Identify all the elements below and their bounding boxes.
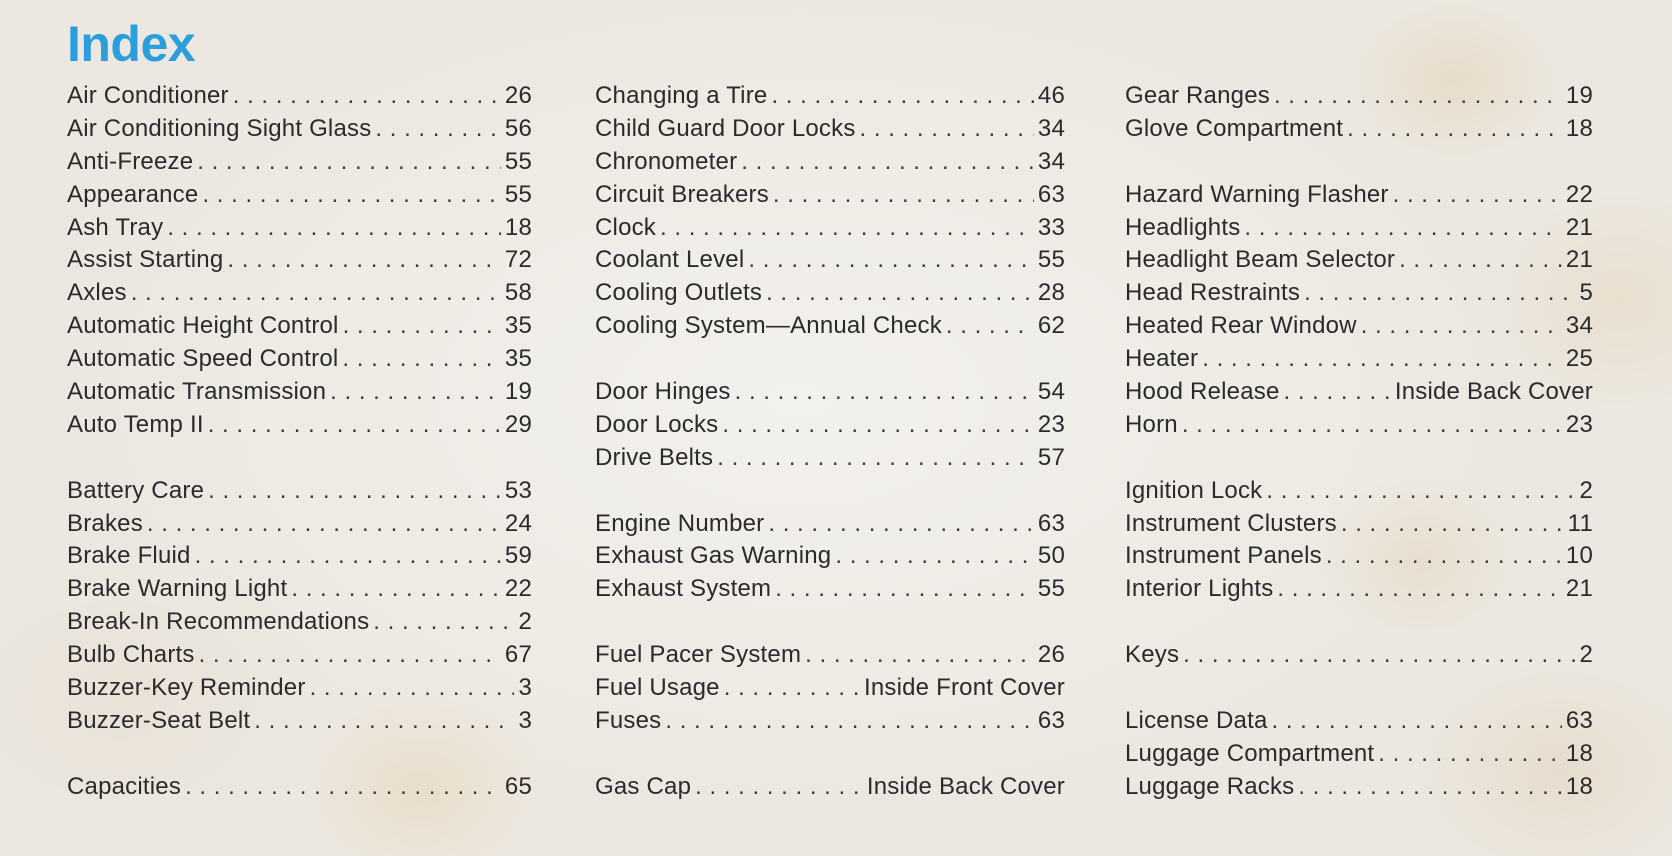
- index-entry: [1125, 179, 1593, 212]
- index-entry-page: 63: [1037, 180, 1065, 208]
- index-entry: [67, 475, 532, 508]
- page-title: Index: [67, 16, 196, 72]
- index-entry: [595, 277, 1065, 310]
- index-entry-page: 10: [1565, 542, 1593, 570]
- index-entry-page: 53: [504, 476, 532, 504]
- index-entry-term: Gear Ranges: [1125, 82, 1270, 109]
- index-entry-page: 19: [504, 378, 532, 406]
- index-spacer: [595, 738, 1065, 771]
- index-entry: [1125, 475, 1593, 508]
- index-entry: [67, 705, 532, 738]
- index-entry: [595, 244, 1065, 277]
- index-entry: [1125, 573, 1593, 606]
- index-entry-page: 25: [1565, 345, 1593, 373]
- index-entry: [595, 771, 1065, 804]
- dot-leader: [1298, 771, 1562, 804]
- index-entry-page: 56: [504, 114, 532, 142]
- index-entry-page: 29: [504, 410, 532, 438]
- index-entry-term: Instrument Clusters: [1125, 509, 1337, 537]
- index-entry-term: Headlight Beam Selector: [1125, 246, 1396, 274]
- index-entry-term: Ignition Lock: [1125, 476, 1263, 504]
- index-entry: [595, 409, 1065, 442]
- index-spacer: [1125, 146, 1593, 179]
- index-entry: [67, 343, 532, 376]
- dot-leader: [665, 705, 1034, 738]
- dot-leader: [748, 244, 1034, 277]
- index-entry: [67, 244, 532, 277]
- dot-leader: [1182, 409, 1562, 442]
- dot-leader: [1274, 80, 1562, 113]
- index-entry-term: Fuel Usage: [595, 674, 720, 702]
- index-entry: [1125, 277, 1593, 310]
- index-entry-page: 72: [504, 246, 532, 274]
- index-entry-term: License Data: [1125, 706, 1268, 734]
- index-entry: [595, 573, 1065, 606]
- dot-leader: [185, 771, 501, 804]
- dot-leader: [946, 310, 1034, 343]
- dot-leader: [1393, 179, 1562, 212]
- index-entry-term: Circuit Breakers: [595, 180, 769, 208]
- index-entry-term: Horn: [1125, 410, 1178, 438]
- dot-leader: [805, 639, 1034, 672]
- index-entry-term: Exhaust Gas Warning: [595, 542, 832, 570]
- index-entry-term: Fuel Pacer System: [595, 641, 802, 669]
- index-entry-page: Inside Back Cover: [866, 772, 1065, 800]
- index-entry-page: 28: [1037, 279, 1065, 307]
- index-entry-page: 67: [504, 641, 532, 669]
- dot-leader: [147, 508, 501, 541]
- index-spacer: [595, 475, 1065, 508]
- dot-leader: [766, 277, 1034, 310]
- index-entry-page: 3: [518, 706, 532, 734]
- index-entry: [1125, 771, 1593, 804]
- index-entry-page: 50: [1037, 542, 1065, 570]
- dot-leader: [1341, 508, 1564, 541]
- index-entry-term: Door Hinges: [595, 378, 731, 406]
- dot-leader: [208, 409, 501, 442]
- dot-leader: [197, 146, 501, 179]
- index-entry: [67, 409, 532, 442]
- index-entry: [67, 771, 532, 804]
- index-entry-page: 33: [1037, 213, 1065, 241]
- index-entry-page: 3: [518, 674, 532, 702]
- index-entry-page: 2: [1579, 641, 1593, 669]
- index-entry-term: Brakes: [67, 509, 143, 537]
- dot-leader: [167, 212, 501, 245]
- index-entry: [595, 310, 1065, 343]
- index-entry-page: 62: [1037, 312, 1065, 340]
- index-entry-page: 23: [1037, 410, 1065, 438]
- index-entry-term: Gas Cap: [595, 772, 692, 800]
- index-entry-page: 46: [1037, 82, 1065, 109]
- index-entry: [67, 508, 532, 541]
- index-entry-page: 63: [1565, 706, 1593, 734]
- index-entry-term: Brake Fluid: [67, 542, 191, 570]
- index-entry-page: 24: [504, 509, 532, 537]
- dot-leader: [724, 672, 860, 705]
- index-entry-term: Capacities: [67, 772, 182, 800]
- index-entry-term: Head Restraints: [1125, 279, 1301, 307]
- index-entry: [1125, 508, 1593, 541]
- index-entry-term: Door Locks: [595, 410, 719, 438]
- dot-leader: [233, 80, 501, 113]
- dot-leader: [1266, 475, 1575, 508]
- dot-leader: [208, 475, 501, 508]
- dot-leader: [1399, 244, 1562, 277]
- index-entry: [595, 146, 1065, 179]
- dot-leader: [1272, 705, 1562, 738]
- index-entry-term: Buzzer-Seat Belt: [67, 706, 251, 734]
- index-entry: [1125, 212, 1593, 245]
- dot-leader: [199, 639, 501, 672]
- index-spacer: [1125, 672, 1593, 705]
- index-entry-term: Heated Rear Window: [1125, 312, 1357, 340]
- index-entry-page: 65: [504, 772, 532, 800]
- dot-leader: [254, 705, 514, 738]
- index-entry-term: Ash Tray: [67, 213, 164, 241]
- dot-leader: [695, 771, 863, 804]
- index-entry-page: 63: [1037, 706, 1065, 734]
- index-entry-page: 22: [504, 575, 532, 603]
- index-entry-term: Chronometer: [595, 147, 738, 175]
- dot-leader: [202, 179, 500, 212]
- index-entry: [1125, 80, 1593, 113]
- dot-leader: [1183, 639, 1575, 672]
- index-entry-term: Automatic Transmission: [67, 378, 327, 406]
- index-spacer: [67, 738, 532, 771]
- index-entry: [595, 639, 1065, 672]
- index-entry: [67, 606, 532, 639]
- index-entry-term: Appearance: [67, 180, 199, 208]
- index-entry: [67, 376, 532, 409]
- dot-leader: [1277, 573, 1561, 606]
- index-entry-page: 19: [1565, 82, 1593, 109]
- dot-leader: [330, 376, 501, 409]
- dot-leader: [1361, 310, 1562, 343]
- index-entry: [67, 80, 532, 113]
- index-entry-term: Buzzer-Key Reminder: [67, 674, 306, 702]
- index-entry-page: 23: [1565, 410, 1593, 438]
- index-entry-term: Automatic Speed Control: [67, 345, 339, 373]
- dot-leader: [773, 179, 1034, 212]
- index-entry: [67, 113, 532, 146]
- dot-leader: [1304, 277, 1575, 310]
- index-entry-page: 2: [1579, 476, 1593, 504]
- index-entry: [67, 540, 532, 573]
- dot-leader: [660, 212, 1034, 245]
- index-entry: [1125, 376, 1593, 409]
- dot-leader: [310, 672, 515, 705]
- index-entry-term: Auto Temp II: [67, 410, 204, 438]
- index-entry-term: Automatic Height Control: [67, 312, 339, 340]
- index-entry-page: 26: [504, 82, 532, 109]
- index-entry-page: 55: [504, 180, 532, 208]
- dot-leader: [1284, 376, 1391, 409]
- index-entry-page: 22: [1565, 180, 1593, 208]
- dot-leader: [342, 343, 500, 376]
- index-entry: [595, 80, 1065, 113]
- index-entry-term: Hood Release: [1125, 378, 1280, 406]
- dot-leader: [735, 376, 1034, 409]
- index-entry-term: Child Guard Door Locks: [595, 114, 856, 142]
- index-entry-page: 21: [1565, 246, 1593, 274]
- index-entry-term: Axles: [67, 279, 127, 307]
- index-entry-page: 5: [1579, 279, 1593, 307]
- index-entry: [595, 113, 1065, 146]
- index-column-3: [1125, 80, 1593, 804]
- index-entry: [67, 277, 532, 310]
- index-entry: [1125, 113, 1593, 146]
- index-entry-page: 58: [504, 279, 532, 307]
- index-entry: [1125, 244, 1593, 277]
- dot-leader: [1326, 540, 1562, 573]
- index-entry-page: 18: [1565, 772, 1593, 800]
- index-entry: [67, 573, 532, 606]
- index-entry-term: Drive Belts: [595, 443, 714, 471]
- index-spacer: [1125, 442, 1593, 475]
- index-entry: [595, 376, 1065, 409]
- index-entry-page: 63: [1037, 509, 1065, 537]
- index-entry-page: 35: [504, 312, 532, 340]
- index-entry-term: Fuses: [595, 706, 662, 734]
- index-entry-term: Break-In Recommendations: [67, 608, 370, 636]
- index-entry-term: Assist Starting: [67, 246, 224, 274]
- index-entry: [595, 179, 1065, 212]
- index-column-1: [67, 80, 532, 804]
- index-entry: [67, 310, 532, 343]
- index-spacer: [1125, 606, 1593, 639]
- index-entry-term: Brake Warning Light: [67, 575, 288, 603]
- index-entry: [1125, 310, 1593, 343]
- index-entry-term: Bulb Charts: [67, 641, 195, 669]
- index-spacer: [67, 442, 532, 475]
- index-entry-page: 57: [1037, 443, 1065, 471]
- index-entry-page: 55: [504, 147, 532, 175]
- index-entry-term: Engine Number: [595, 509, 765, 537]
- dot-leader: [768, 508, 1034, 541]
- index-entry: [1125, 409, 1593, 442]
- index-entry-term: Changing a Tire: [595, 82, 768, 109]
- dot-leader: [860, 113, 1034, 146]
- dot-leader: [1244, 212, 1561, 245]
- index-entry-page: Inside Back Cover: [1394, 378, 1593, 406]
- index-entry: [67, 212, 532, 245]
- dot-leader: [375, 113, 500, 146]
- index-entry-term: Headlights: [1125, 213, 1241, 241]
- index-entry: [595, 508, 1065, 541]
- dot-leader: [771, 80, 1033, 113]
- dot-leader: [1202, 343, 1562, 376]
- index-entry-page: 55: [1037, 575, 1065, 603]
- index-entry: [1125, 343, 1593, 376]
- index-entry-page: 35: [504, 345, 532, 373]
- index-entry: [595, 705, 1065, 738]
- index-entry-page: 59: [504, 542, 532, 570]
- index-entry-term: Cooling System—Annual Check: [595, 312, 942, 340]
- index-entry-term: Instrument Panels: [1125, 542, 1322, 570]
- index-entry-page: 2: [518, 608, 532, 636]
- index-entry: [67, 672, 532, 705]
- index-entry-term: Air Conditioner: [67, 82, 229, 109]
- index-entry-page: 18: [1565, 739, 1593, 767]
- index-entry-page: 34: [1565, 312, 1593, 340]
- index-entry-term: Luggage Compartment: [1125, 739, 1375, 767]
- index-entry-page: 11: [1567, 509, 1593, 537]
- index-entry: [1125, 540, 1593, 573]
- index-entry-page: 34: [1037, 114, 1065, 142]
- index-entry-term: Exhaust System: [595, 575, 772, 603]
- index-entry-term: Cooling Outlets: [595, 279, 763, 307]
- index-entry-term: Keys: [1125, 641, 1180, 669]
- index-entry: [595, 442, 1065, 475]
- dot-leader: [373, 606, 514, 639]
- index-entry-term: Anti-Freeze: [67, 147, 194, 175]
- index-entry-term: Glove Compartment: [1125, 114, 1344, 142]
- dot-leader: [1347, 113, 1562, 146]
- index-entry-page: 21: [1565, 575, 1593, 603]
- index-entry: [1125, 705, 1593, 738]
- dot-leader: [343, 310, 501, 343]
- index-entry-page: Inside Front Cover: [863, 674, 1065, 702]
- dot-leader: [291, 573, 501, 606]
- index-entry: [1125, 738, 1593, 771]
- dot-leader: [835, 540, 1034, 573]
- index-entry-term: Heater: [1125, 345, 1199, 373]
- dot-leader: [722, 409, 1034, 442]
- index-entry-page: 26: [1037, 641, 1065, 669]
- index-entry-term: Coolant Level: [595, 246, 745, 274]
- index-entry: [595, 212, 1065, 245]
- index-spacer: [595, 343, 1065, 376]
- dot-leader: [1378, 738, 1562, 771]
- index-entry-page: 54: [1037, 378, 1065, 406]
- index-entry-term: Interior Lights: [1125, 575, 1274, 603]
- index-entry: [67, 146, 532, 179]
- index-entry-page: 18: [1565, 114, 1593, 142]
- index-entry-term: Hazard Warning Flasher: [1125, 180, 1389, 208]
- index-spacer: [595, 606, 1065, 639]
- dot-leader: [741, 146, 1034, 179]
- index-entry-term: Luggage Racks: [1125, 772, 1295, 800]
- index-entry-term: Air Conditioning Sight Glass: [67, 114, 372, 142]
- dot-leader: [131, 277, 501, 310]
- index-entry-page: 55: [1037, 246, 1065, 274]
- index-entry-page: 34: [1037, 147, 1065, 175]
- dot-leader: [227, 244, 501, 277]
- dot-leader: [195, 540, 501, 573]
- dot-leader: [775, 573, 1034, 606]
- index-entry-page: 21: [1565, 213, 1593, 241]
- index-column-2: [595, 80, 1065, 804]
- index-entry: [595, 540, 1065, 573]
- index-entry: [67, 179, 532, 212]
- index-entry: [1125, 639, 1593, 672]
- index-entry: [67, 639, 532, 672]
- index-entry-term: Battery Care: [67, 476, 205, 504]
- index-entry-term: Clock: [595, 213, 657, 241]
- index-entry-page: 18: [504, 213, 532, 241]
- index-entry: [595, 672, 1065, 705]
- dot-leader: [717, 442, 1034, 475]
